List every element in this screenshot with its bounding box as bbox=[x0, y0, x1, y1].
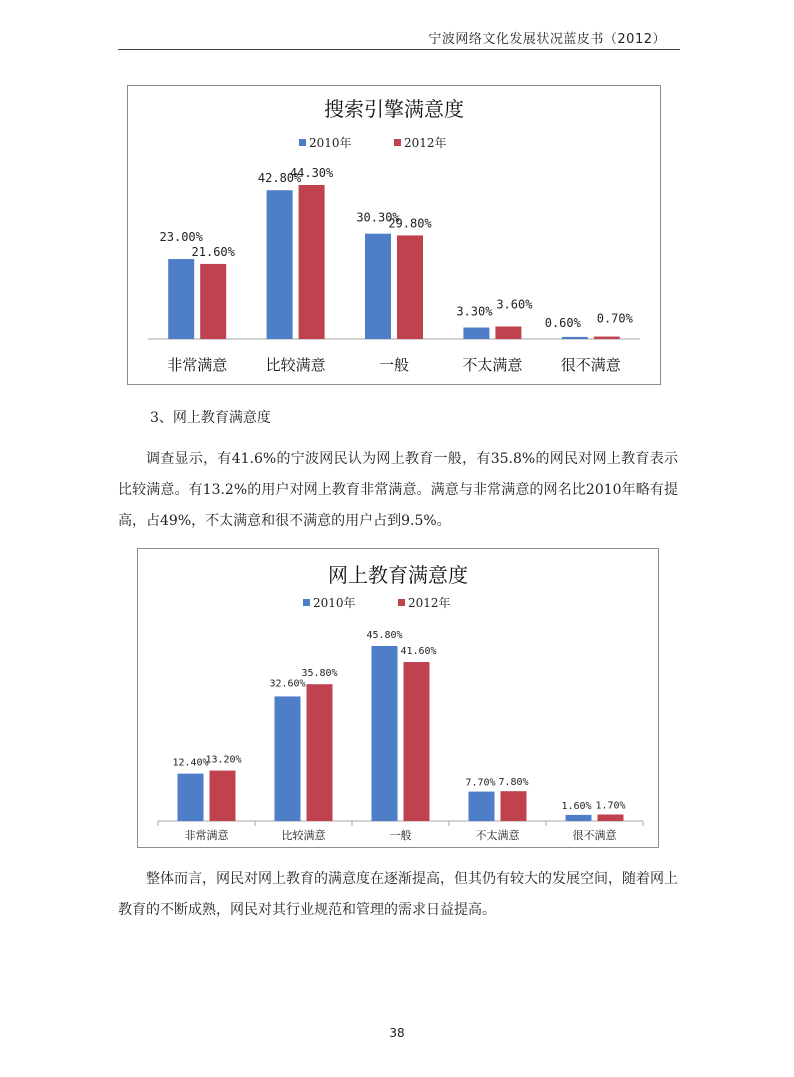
bar-2010-2 bbox=[372, 646, 398, 821]
data-label-2012-3: 3.60% bbox=[496, 297, 533, 312]
category-label-2: 一般 bbox=[378, 356, 410, 374]
bar-2010-1 bbox=[275, 696, 301, 821]
data-label-2012-1: 35.80% bbox=[301, 668, 338, 680]
bar-2012-1 bbox=[299, 185, 325, 339]
paragraph-conclusion: 整体而言，网民对网上教育的满意度在逐渐提高，但其仍有较大的发展空间，随着网上教育的不断成熟，网民对其行业规范和管理的需求日益提高。 bbox=[118, 871, 678, 918]
data-label-2010-3: 7.70% bbox=[465, 777, 496, 789]
data-label-2012-4: 1.70% bbox=[595, 800, 626, 812]
bar-2012-0 bbox=[200, 264, 226, 339]
bar-2012-2 bbox=[397, 235, 423, 339]
data-label-2010-0: 23.00% bbox=[159, 230, 203, 245]
header-divider bbox=[118, 49, 680, 50]
category-label-3: 不太满意 bbox=[462, 356, 523, 374]
search-engine-satisfaction-chart bbox=[127, 85, 661, 385]
category-label-1: 比较满意 bbox=[265, 356, 326, 374]
bar-2012-2 bbox=[404, 662, 430, 821]
bar-2010-0 bbox=[168, 259, 194, 339]
bar-2010-3 bbox=[469, 792, 495, 821]
category-label-3: 不太满意 bbox=[475, 829, 520, 842]
bar-2010-2 bbox=[365, 234, 391, 339]
legend-label-0: 2010年 bbox=[309, 136, 352, 150]
data-label-2012-0: 21.60% bbox=[191, 244, 235, 259]
chart-title: 搜索引擎满意度 bbox=[324, 97, 464, 121]
bar-2012-0 bbox=[210, 771, 236, 821]
data-label-2010-3: 3.30% bbox=[456, 304, 493, 319]
bar-2010-4 bbox=[562, 337, 588, 339]
data-label-2010-2: 45.80% bbox=[366, 630, 403, 641]
data-label-2010-4: 0.60% bbox=[544, 315, 581, 330]
bar-2012-4 bbox=[598, 815, 624, 821]
data-label-2010-1: 32.60% bbox=[269, 678, 306, 690]
bar-2012-3 bbox=[501, 791, 527, 821]
page-number: 38 bbox=[389, 1026, 405, 1040]
section-heading: 3、网上教育满意度 bbox=[150, 410, 271, 426]
data-label-2010-1: 42.80% bbox=[257, 171, 302, 186]
legend-swatch-1 bbox=[398, 599, 405, 606]
bar-2012-3 bbox=[495, 326, 521, 339]
data-label-2012-0: 13.20% bbox=[205, 754, 242, 766]
bar-2012-4 bbox=[594, 337, 620, 339]
bar-2010-1 bbox=[267, 190, 293, 339]
bar-2010-0 bbox=[178, 774, 204, 821]
data-label-2012-3: 7.80% bbox=[498, 777, 529, 789]
category-label-1: 比较满意 bbox=[281, 829, 326, 842]
data-label-2012-2: 29.80% bbox=[388, 216, 432, 231]
category-label-0: 非常满意 bbox=[184, 829, 229, 842]
data-label-2010-2: 30.30% bbox=[356, 210, 400, 225]
page-header-title: 宁波网络文化发展状况蓝皮书（2012） bbox=[428, 32, 666, 47]
data-label-2012-2: 41.60% bbox=[400, 646, 437, 658]
category-label-2: 一般 bbox=[389, 829, 412, 842]
legend-swatch-1 bbox=[394, 139, 401, 146]
legend-label-1: 2012年 bbox=[408, 596, 451, 610]
online-education-chart-svg bbox=[138, 549, 658, 847]
legend-swatch-0 bbox=[299, 139, 306, 146]
chart-title: 网上教育满意度 bbox=[328, 563, 468, 587]
search-engine-chart-svg bbox=[128, 86, 660, 384]
data-label-2010-4: 1.60% bbox=[561, 800, 592, 812]
data-label-2012-4: 0.70% bbox=[596, 311, 633, 326]
category-label-0: 非常满意 bbox=[167, 356, 228, 374]
bar-2012-1 bbox=[307, 684, 333, 821]
category-label-4: 很不满意 bbox=[572, 829, 617, 842]
data-label-2012-1: 44.30% bbox=[289, 166, 334, 180]
legend-label-1: 2012年 bbox=[404, 136, 447, 150]
category-label-4: 很不满意 bbox=[560, 356, 621, 374]
bar-2010-4 bbox=[566, 815, 592, 821]
legend-swatch-0 bbox=[303, 599, 310, 606]
online-education-satisfaction-chart bbox=[137, 548, 659, 848]
bar-2010-3 bbox=[463, 328, 489, 339]
data-label-2010-0: 12.40% bbox=[172, 757, 209, 769]
paragraph-survey-result: 调查显示，有41.6%的宁波网民认为网上教育一般，有35.8%的网民对网上教育表示比较满意。有13.2%的用户对网上教育非常满意。满意与非常满意的网名比2010年略有提高，占49%，不太满意和很不满意的用户占到9.5%。 bbox=[118, 451, 678, 529]
legend-label-0: 2010年 bbox=[313, 596, 356, 610]
